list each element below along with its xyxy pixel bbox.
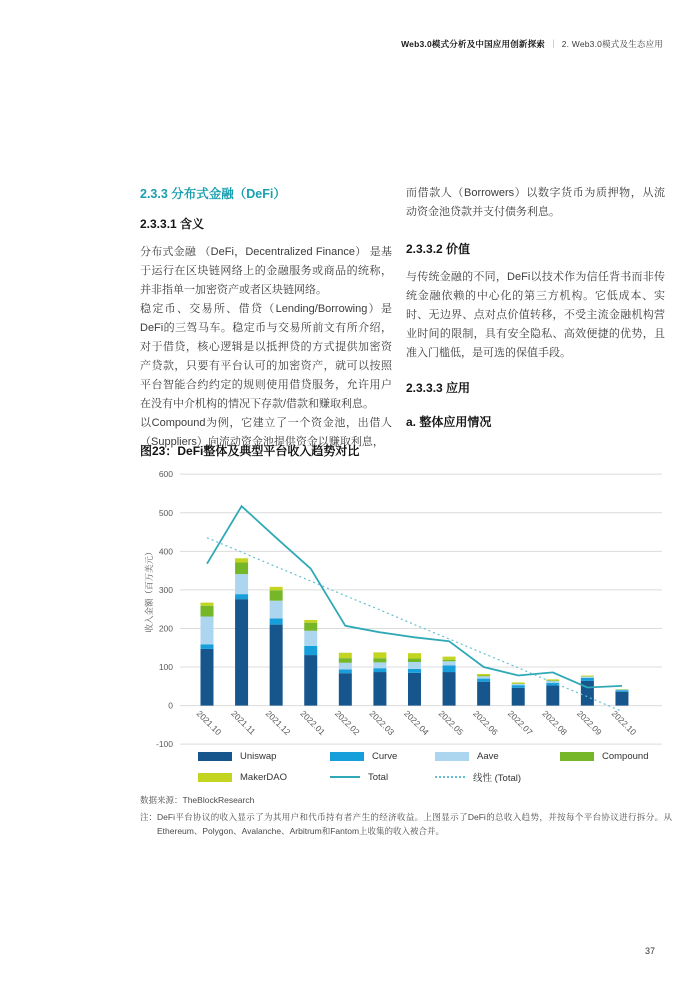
bar-segment-curve [201, 644, 214, 649]
right-column [406, 184, 665, 430]
y-tick-label: 300 [158, 584, 173, 595]
bar-segment-aave [235, 574, 248, 594]
y-axis-title: 收入金额（百万美元） [144, 547, 154, 633]
bar-segment-makerdao [304, 620, 317, 623]
bar-segment-compound [408, 659, 421, 662]
bar-segment-aave [201, 617, 214, 645]
bar-segment-curve [304, 646, 317, 655]
legend-item [560, 750, 648, 762]
y-tick-label: 600 [158, 469, 173, 480]
x-tick-label: 2022.05 [436, 708, 466, 738]
bar-segment-aave [443, 661, 456, 665]
legend-label: Total [368, 771, 389, 783]
x-tick-label: 2021.10 [194, 708, 224, 738]
bar-segment-curve [373, 668, 386, 672]
bar-segment-curve [512, 685, 525, 688]
bar-segment-compound [270, 590, 283, 600]
subsection-heading-meaning: 2.3.3.1 含义 [140, 217, 205, 231]
bar-segment-uniswap [512, 688, 525, 706]
bar-segment-makerdao [408, 653, 421, 658]
bar-segment-aave [477, 676, 490, 678]
page-number: 37 [645, 946, 656, 956]
x-tick-label: 2022.08 [540, 708, 570, 738]
bar-segment-compound [304, 623, 317, 631]
bar-segment-curve [546, 683, 559, 686]
legend-label: Aave [477, 750, 499, 762]
legend-item [198, 771, 287, 783]
bar-segment-makerdao [373, 652, 386, 658]
bar-segment-aave [512, 684, 525, 685]
x-tick-label: 2022.02 [332, 708, 362, 738]
bar-segment-uniswap [373, 672, 386, 706]
legend-swatch [330, 752, 364, 761]
x-tick-label: 2021.11 [229, 708, 258, 737]
bar-segment-curve [235, 594, 248, 599]
bar-segment-compound [201, 606, 214, 617]
x-tick-label: 2022.06 [471, 708, 501, 738]
bar-segment-makerdao [581, 676, 594, 677]
paragraph: 而借款人（Borrowers）以数字货币为质押物，从流动资金池贷款并支付债务利息。 [406, 187, 665, 218]
y-tick-label: -100 [155, 739, 173, 750]
legend-item [435, 771, 521, 783]
figure-note [140, 810, 672, 838]
figure-title: 图23：DeFi整体及典型平台收入趋势对比 [140, 444, 360, 458]
defi-revenue-chart [140, 460, 680, 752]
bar-segment-makerdao [546, 679, 559, 680]
bar-segment-aave [581, 677, 594, 678]
x-tick-label: 2022.09 [574, 708, 604, 738]
bar-segment-compound [443, 660, 456, 662]
legend-label: MakerDAO [240, 771, 287, 783]
x-tick-label: 2022.10 [609, 708, 639, 738]
legend-line-swatch [330, 776, 360, 778]
legend-item [198, 750, 276, 762]
bar-segment-aave [339, 663, 352, 670]
legend-item [330, 750, 397, 762]
x-tick-label: 2022.03 [367, 708, 397, 738]
legend-label: Uniswap [240, 750, 277, 762]
note-label: 注： [140, 812, 158, 822]
bar-segment-compound [339, 658, 352, 663]
subsection-heading-value: 2.3.3.2 价值 [406, 242, 471, 256]
bar-segment-makerdao [477, 674, 490, 676]
bar-segment-uniswap [408, 673, 421, 706]
subsection-heading-application: 2.3.3.3 应用 [406, 381, 471, 395]
note-text: DeFi平台协议的收入显示了为其用户和代币持有者产生的经济收益。上图显示了DeFi的总收入趋势，并按每个平台协议进行拆分。从Ethereum、Polygon、Avalanche、Arbitrum和Fantom上收集的收入被合并。 [157, 812, 672, 836]
y-tick-label: 500 [158, 507, 173, 518]
legend-swatch [198, 773, 232, 782]
bar-segment-curve [615, 690, 628, 692]
bar-segment-curve [339, 669, 352, 673]
bar-segment-uniswap [615, 692, 628, 706]
legend-swatch [435, 752, 469, 761]
paragraph: 分布式金融 （DeFi，Decentralized Finance） 是基于运行在区块链网络上的金融服务或商品的统称，并非指单一加密资产或者区块链网络。 [140, 246, 392, 296]
bar-segment-uniswap [339, 673, 352, 705]
bar-segment-makerdao [201, 603, 214, 606]
header-title: Web3.0模式分析及中国应用创新探索 [401, 39, 545, 49]
x-tick-label: 2022.04 [402, 708, 431, 738]
bar-segment-curve [443, 665, 456, 672]
legend-label: Curve [372, 750, 398, 762]
section-heading-defi: 2.3.3 分布式金融（DeFi） [140, 187, 286, 201]
bar-segment-makerdao [339, 653, 352, 658]
bar-segment-uniswap [235, 599, 248, 705]
x-tick-label: 2022.07 [505, 708, 535, 738]
bar-segment-aave [615, 689, 628, 690]
paragraph: 稳定币、交易所、借贷（Lending/Borrowing）是DeFi的三驾马车。稳定币与交易所前文有所介绍，对于借贷，核心逻辑是以抵押贷的方式提供加密资产贷款，只要有平台认可的加密资产，就可以按照平台智能合约约定的规则使用借贷服务，允许用户在没有中介机构的情况下存款/借款和赚取利息。 [140, 303, 392, 410]
bar-segment-uniswap [270, 625, 283, 706]
bar-segment-uniswap [201, 649, 214, 706]
bar-segment-curve [270, 618, 283, 624]
x-tick-label: 2022.01 [298, 708, 328, 738]
bar-segment-compound [235, 563, 248, 575]
bar-segment-uniswap [546, 686, 559, 706]
bar-segment-uniswap [304, 655, 317, 706]
bar-segment-curve [408, 669, 421, 673]
left-column [140, 184, 392, 452]
subsection-heading-overall: a. 整体应用情况 [406, 415, 492, 429]
legend-dotted-swatch [435, 776, 465, 778]
legend-label: Compound [602, 750, 649, 762]
paragraph: 与传统金融的不同，DeFi以技术作为信任背书而非传统金融依赖的中心化的第三方机构。它低成本、实时、无边界、点对点价值转移，不受主流金融机构营业时间的限制，具有安全隐私、高效便捷的优势，且准入门槛低，是可选的保值手段。 [406, 271, 665, 359]
data-source-value: TheBlockResearch [182, 795, 255, 805]
legend-swatch [198, 752, 232, 761]
bar-segment-aave [408, 662, 421, 669]
legend-label: 线性 (Total) [473, 773, 522, 784]
bar-segment-uniswap [443, 672, 456, 706]
bar-segment-aave [373, 662, 386, 668]
y-tick-label: 0 [168, 700, 173, 711]
bar-segment-uniswap [477, 682, 490, 706]
bar-segment-makerdao [270, 587, 283, 590]
bar-segment-aave [270, 601, 283, 619]
y-tick-label: 100 [158, 662, 173, 673]
legend-item [435, 750, 499, 762]
y-tick-label: 200 [158, 623, 173, 634]
bar-segment-makerdao [443, 657, 456, 660]
data-source-label: 数据来源： [140, 795, 183, 805]
page-header [0, 38, 663, 50]
paragraph: 以Compound为例，它建立了一个资金池，出借人（Suppliers）向流动资金池提供资金以赚取利息， [140, 417, 392, 448]
y-tick-label: 400 [158, 546, 173, 557]
bar-segment-makerdao [235, 558, 248, 562]
legend-item [330, 771, 388, 783]
bar-segment-makerdao [512, 682, 525, 683]
header-section: 2. Web3.0模式及生态应用 [561, 39, 663, 49]
bar-segment-compound [373, 658, 386, 662]
bar-segment-compound [477, 676, 490, 677]
legend-swatch [560, 752, 594, 761]
data-source [140, 794, 254, 806]
x-tick-label: 2021.12 [263, 708, 293, 738]
bar-segment-curve [477, 679, 490, 682]
header-separator: ｜ [549, 39, 558, 49]
chart-legend [140, 750, 680, 792]
bar-segment-curve [581, 678, 594, 681]
bar-segment-aave [304, 631, 317, 646]
